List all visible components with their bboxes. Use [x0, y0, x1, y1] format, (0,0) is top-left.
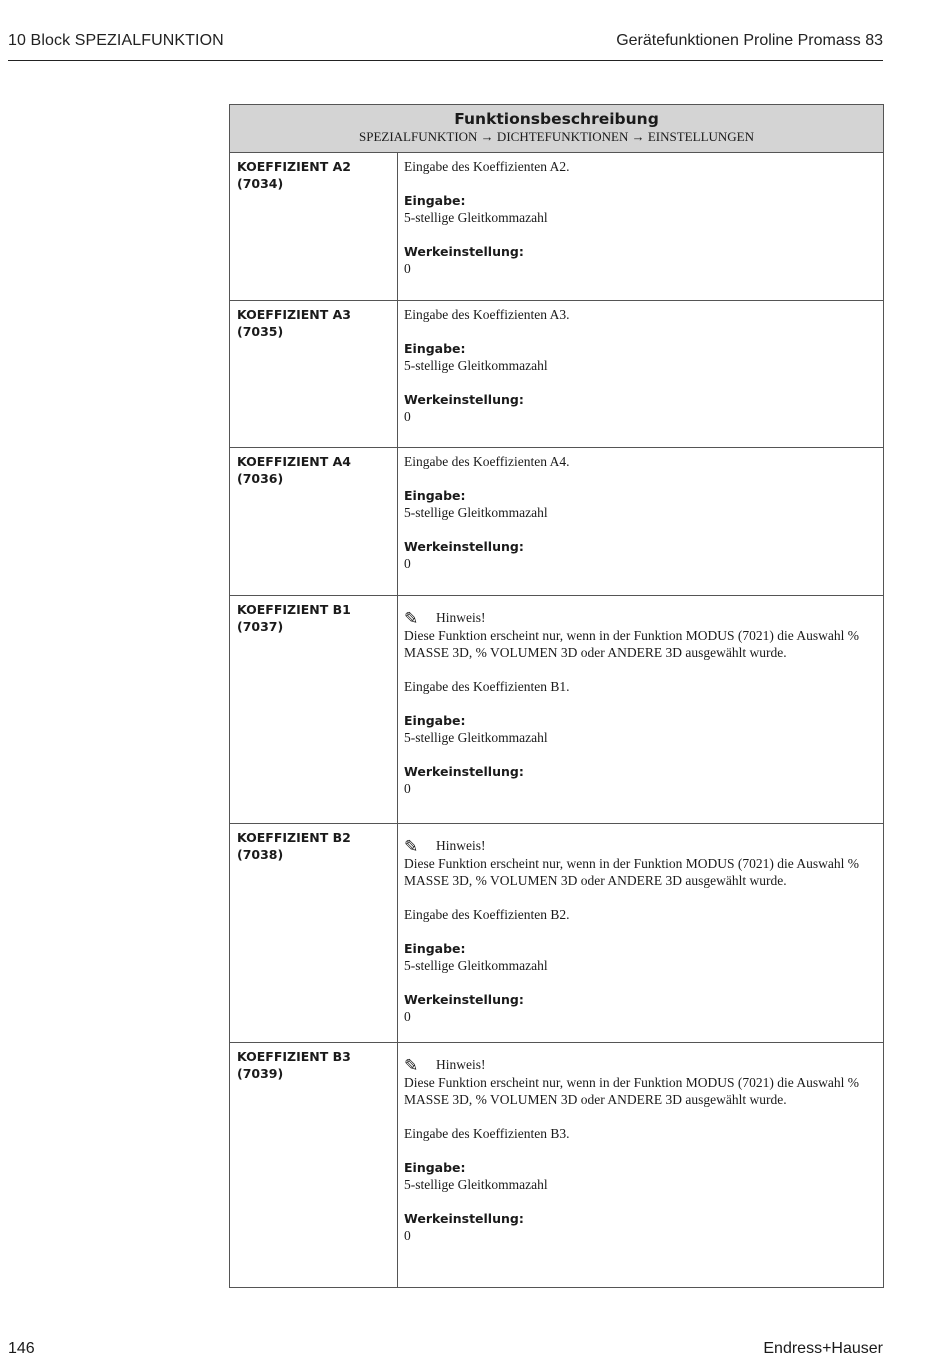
- function-code: (7037): [237, 619, 284, 634]
- function-code: (7036): [237, 471, 284, 486]
- description-text: Eingabe des Koeffizienten A2.: [404, 159, 570, 174]
- chapter-title: 10 Block SPEZIALFUNKTION: [8, 32, 224, 49]
- function-description-cell: [398, 1043, 884, 1288]
- table-row: [230, 301, 884, 448]
- table-header: [230, 105, 884, 153]
- function-name-cell: [230, 301, 398, 448]
- input-label: Eingabe:: [404, 713, 466, 728]
- description-text: Eingabe des Koeffizienten B1.: [404, 679, 570, 694]
- input-value: 5-stellige Gleitkommazahl: [404, 958, 548, 973]
- note-heading: [404, 609, 877, 627]
- table-breadcrumb: SPEZIALFUNKTION → DICHTEFUNKTIONEN → EINSTELLUNGEN: [358, 129, 754, 144]
- default-value: 0: [404, 1009, 411, 1024]
- input-value: 5-stellige Gleitkommazahl: [404, 358, 548, 373]
- function-name: KOEFFIZIENT B3: [237, 1049, 351, 1064]
- input-label: Eingabe:: [404, 488, 466, 503]
- input-label: Eingabe:: [404, 193, 466, 208]
- table-row: [230, 153, 884, 301]
- pencil-icon: ✎: [404, 837, 419, 856]
- description-text: Eingabe des Koeffizienten A4.: [404, 454, 570, 469]
- default-label: Werkeinstellung:: [404, 539, 524, 554]
- note-label: Hinweis!: [436, 610, 486, 625]
- default-label: Werkeinstellung:: [404, 992, 524, 1007]
- description-text: Eingabe des Koeffizienten B3.: [404, 1126, 570, 1141]
- default-value: 0: [404, 261, 411, 276]
- default-value: 0: [404, 409, 411, 424]
- page-number: 146: [8, 1340, 35, 1357]
- note-label: Hinweis!: [436, 1057, 486, 1072]
- table-row: [230, 824, 884, 1043]
- function-description-cell: [398, 153, 884, 301]
- input-value: 5-stellige Gleitkommazahl: [404, 1177, 548, 1192]
- function-name: KOEFFIZIENT A2: [237, 159, 351, 174]
- function-code: (7034): [237, 176, 284, 191]
- function-description-cell: [398, 448, 884, 596]
- input-label: Eingabe:: [404, 941, 466, 956]
- function-description-cell: [398, 596, 884, 824]
- note-heading: [404, 1056, 877, 1074]
- document-title: Gerätefunktionen Proline Promass 83: [616, 32, 883, 49]
- default-label: Werkeinstellung:: [404, 764, 524, 779]
- function-description-table: [229, 104, 884, 1288]
- input-value: 5-stellige Gleitkommazahl: [404, 210, 548, 225]
- table-row: [230, 596, 884, 824]
- note-heading: [404, 837, 877, 855]
- brand-name: Endress+Hauser: [763, 1340, 883, 1357]
- function-name: KOEFFIZIENT A3: [237, 307, 351, 322]
- input-label: Eingabe:: [404, 1160, 466, 1175]
- function-name-cell: [230, 153, 398, 301]
- table-row: [230, 1043, 884, 1288]
- default-label: Werkeinstellung:: [404, 244, 524, 259]
- function-description-cell: [398, 824, 884, 1043]
- note-text: Diese Funktion erscheint nur, wenn in der Funktion MODUS (7021) die Auswahl % MASSE 3D, % VOLUMEN 3D oder ANDERE 3D ausgewählt wurde.: [404, 856, 860, 888]
- function-name-cell: [230, 824, 398, 1043]
- function-code: (7039): [237, 1066, 284, 1081]
- default-value: 0: [404, 556, 411, 571]
- function-name-cell: [230, 1043, 398, 1288]
- note-label: Hinweis!: [436, 838, 486, 853]
- pencil-icon: ✎: [404, 1056, 419, 1075]
- function-description-cell: [398, 301, 884, 448]
- function-name-cell: [230, 448, 398, 596]
- default-label: Werkeinstellung:: [404, 1211, 524, 1226]
- default-label: Werkeinstellung:: [404, 392, 524, 407]
- page-header: [8, 30, 883, 61]
- description-text: Eingabe des Koeffizienten B2.: [404, 907, 570, 922]
- function-code: (7035): [237, 324, 284, 339]
- function-name-cell: [230, 596, 398, 824]
- table-row: [230, 448, 884, 596]
- default-value: 0: [404, 781, 411, 796]
- input-value: 5-stellige Gleitkommazahl: [404, 505, 548, 520]
- description-text: Eingabe des Koeffizienten A3.: [404, 307, 570, 322]
- note-text: Diese Funktion erscheint nur, wenn in der Funktion MODUS (7021) die Auswahl % MASSE 3D, % VOLUMEN 3D oder ANDERE 3D ausgewählt wurde.: [404, 1075, 860, 1107]
- input-value: 5-stellige Gleitkommazahl: [404, 730, 548, 745]
- default-value: 0: [404, 1228, 411, 1243]
- pencil-icon: ✎: [404, 609, 419, 628]
- function-name: KOEFFIZIENT A4: [237, 454, 351, 469]
- function-name: KOEFFIZIENT B1: [237, 602, 351, 617]
- input-label: Eingabe:: [404, 341, 466, 356]
- function-code: (7038): [237, 847, 284, 862]
- note-text: Diese Funktion erscheint nur, wenn in der Funktion MODUS (7021) die Auswahl % MASSE 3D, % VOLUMEN 3D oder ANDERE 3D ausgewählt wurde.: [404, 628, 860, 660]
- table-title: Funktionsbeschreibung: [454, 110, 659, 128]
- function-name: KOEFFIZIENT B2: [237, 830, 351, 845]
